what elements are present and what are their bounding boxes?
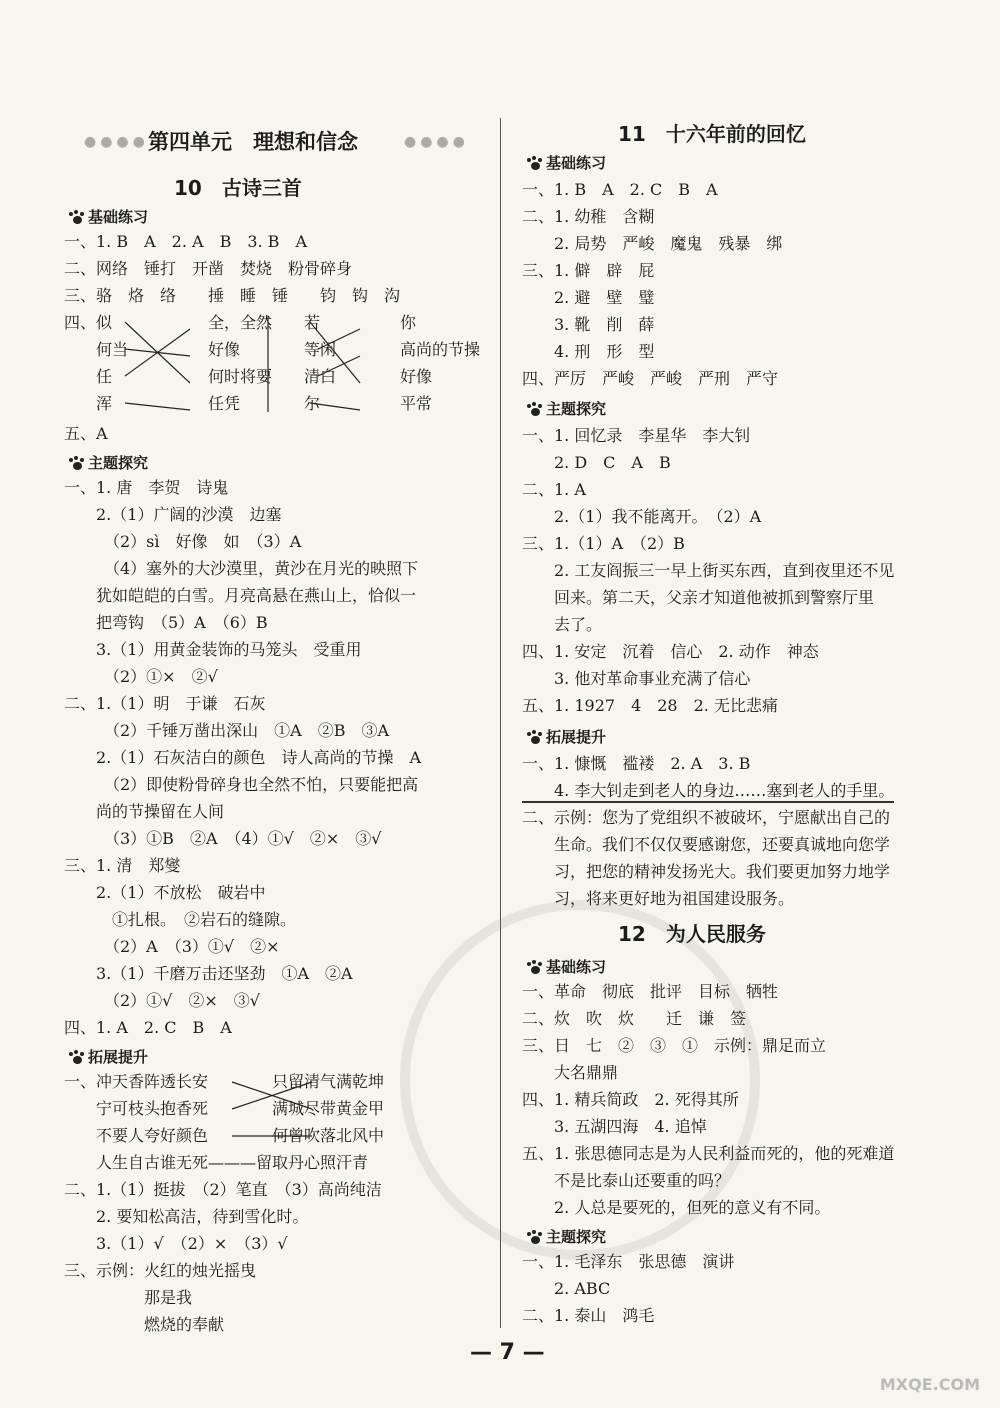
answer-line: 三、1.（1）A （2）B xyxy=(522,534,685,553)
answer-line: 五、1. 1927 4 28 2. 无比悲痛 xyxy=(522,696,778,715)
section-heading xyxy=(526,956,606,977)
paw-icon xyxy=(526,156,544,170)
answer-line: 四、1. 安定 沉着 信心 2. 动作 神态 xyxy=(522,642,819,661)
answer-line: （2）sì 好像 如 （3）A xyxy=(64,532,302,551)
paw-icon xyxy=(526,402,544,416)
answer-line: 任 何时将要 清白 好像 xyxy=(64,367,433,386)
answer-line: 习，把您的精神发扬光大。我们要更加努力地学 xyxy=(522,862,891,881)
section-heading xyxy=(526,152,606,173)
answer-line: 大名鼎鼎 xyxy=(522,1063,619,1082)
answer-line: ①扎根。 ②岩石的缝隙。 xyxy=(64,910,297,929)
answer-line: 四、1. 精兵简政 2. 死得其所 xyxy=(522,1090,739,1109)
answer-line: 人生自古谁无死———留取丹心照汗青 xyxy=(64,1153,369,1172)
answer-line: 3. 靴 削 薛 xyxy=(522,315,655,334)
answer-line: 一、1. 毛泽东 张思德 演讲 xyxy=(522,1252,735,1271)
paw-icon xyxy=(526,960,544,974)
answer-line: 宁可枝头抱香死 满城尽带黄金甲 xyxy=(64,1099,385,1118)
answer-line: 把弯钩 （5）A （6）B xyxy=(64,613,268,632)
answer-line: 一、冲天香阵透长安 只留清气满乾坤 xyxy=(64,1072,385,1091)
answer-line: 二、1. 泰山 鸿毛 xyxy=(522,1306,655,1325)
paw-icon xyxy=(526,1230,544,1244)
answer-line: 三、日 七 ② ③ ① 示例：鼎足而立 xyxy=(522,1036,827,1055)
answer-line: 一、1. 慷慨 褴褛 2. A 3. B xyxy=(522,754,751,773)
answer-line: 一、革命 彻底 批评 目标 牺牲 xyxy=(522,982,779,1001)
section-label: 基础练习 xyxy=(546,958,607,976)
answer-line: 2. D C A B xyxy=(522,453,671,472)
page-number: — 7 — xyxy=(470,1340,545,1365)
answer-line: 四、似 全，全然 若 你 xyxy=(64,313,417,332)
section-heading xyxy=(68,452,148,473)
answer-line: 2.（1）广阔的沙漠 边塞 xyxy=(64,505,282,524)
answer-line: 三、示例：火红的烛光摇曳 xyxy=(64,1261,257,1280)
section-label: 基础练习 xyxy=(88,208,149,226)
answer-line: 2. 人总是要死的，但死的意义有不同。 xyxy=(522,1198,831,1217)
answer-line: （2）即使粉骨碎身也全然不怕，只要能把高 xyxy=(64,775,419,794)
answer-line: 浑 任凭 尔 平常 xyxy=(64,394,433,413)
answer-line: 3. 他对革命事业充满了信心 xyxy=(522,669,751,688)
answer-line: 不要人夸好颜色 何曾吹落北风中 xyxy=(64,1126,385,1145)
watermark-brand: MXQE.COM xyxy=(879,1375,980,1394)
answer-line: 二、1.（1）明 于谦 石灰 xyxy=(64,694,266,713)
section-heading xyxy=(68,206,148,227)
answer-line: 四、严厉 严峻 严峻 严刑 严守 xyxy=(522,369,779,388)
answer-line: 燃烧的奉献 xyxy=(64,1315,225,1334)
answer-line: 五、A xyxy=(64,424,108,443)
section-label: 拓展提升 xyxy=(546,728,607,746)
section-heading xyxy=(68,1046,148,1067)
answer-line: 2. 避 壁 璧 xyxy=(522,288,655,307)
answer-line: 2. 要知松高洁，待到雪化时。 xyxy=(64,1207,309,1226)
answer-line: 4. 刑 形 型 xyxy=(522,342,655,361)
answer-line: 三、骆 烙 络 捶 睡 锤 钧 钩 沟 xyxy=(64,286,401,305)
answer-line: 生命。我们不仅仅要感谢您，还要真诚地向您学 xyxy=(522,835,891,854)
answer-line: 2. 工友阎振三一早上街买东西，直到夜里还不见 xyxy=(522,561,895,580)
paw-icon xyxy=(68,456,86,470)
section-label: 主题探究 xyxy=(88,454,149,472)
answer-line: 二、1.（1）挺拔 （2）笔直 （3）高尚纯洁 xyxy=(64,1180,382,1199)
answer-line: （2）A （3）①√ ②× xyxy=(64,937,280,956)
section-heading xyxy=(526,1226,606,1247)
answer-line: 四、1. A 2. C B A xyxy=(64,1018,232,1037)
section-heading xyxy=(526,398,606,419)
answer-line: 二、1. A xyxy=(522,480,586,499)
section-label: 基础练习 xyxy=(546,154,607,172)
answer-line: （2）①× ②√ xyxy=(64,667,218,686)
answer-line: 3.（1）千磨万击还坚劲 ①A ②A xyxy=(64,964,353,983)
paw-icon xyxy=(68,210,86,224)
answer-line: （2）①√ ②× ③√ xyxy=(64,991,260,1010)
answer-line: 三、1. 僻 辟 屁 xyxy=(522,261,655,280)
answer-line: 尚的节操留在人间 xyxy=(64,802,225,821)
answer-line: 3. 五湖四海 4. 追悼 xyxy=(522,1117,707,1136)
answer-line: 2. ABC xyxy=(522,1279,611,1298)
answer-line: 二、1. 幼稚 含糊 xyxy=(522,207,655,226)
title-dots-right: ●●●● xyxy=(404,134,469,150)
section-label: 主题探究 xyxy=(546,400,607,418)
paw-icon xyxy=(68,1050,86,1064)
answer-line: 三、1. 清 郑燮 xyxy=(64,856,181,875)
answer-line: 2. 局势 严峻 魔鬼 残暴 绑 xyxy=(522,234,783,253)
answer-line: 回来。第二天，父亲才知道他被抓到警察厅里 xyxy=(522,588,875,607)
lesson-title-10: 10 古诗三首 xyxy=(174,176,302,200)
answer-line: 那是我 xyxy=(64,1288,193,1307)
lesson-title-11: 11 十六年前的回忆 xyxy=(618,122,806,146)
paw-icon xyxy=(526,730,544,744)
answer-line: 2.（1）石灰洁白的颜色 诗人高尚的节操 A xyxy=(64,748,422,767)
answer-line: 4. 李大钊走到老人的身边……塞到老人的手里。 xyxy=(522,781,894,803)
answer-line: 2.（1）不放松 破岩中 xyxy=(64,883,266,902)
answer-line: 不是比泰山还要重的吗？ xyxy=(522,1171,731,1190)
answer-line: （4）塞外的大沙漠里，黄沙在月光的映照下 xyxy=(64,559,419,578)
answer-line: 一、1. B A 2. C B A xyxy=(522,180,718,199)
section-label: 主题探究 xyxy=(546,1228,607,1246)
section-heading xyxy=(526,726,606,747)
column-divider xyxy=(500,118,501,1328)
answer-line: 去了。 xyxy=(522,615,603,634)
lesson-title-12: 12 为人民服务 xyxy=(618,922,766,946)
answer-line: （3）①B ②A （4）①√ ②× ③√ xyxy=(64,829,382,848)
unit-title: 第四单元 理想和信念 xyxy=(148,130,358,154)
answer-line: 3.（1）用黄金装饰的马笼头 受重用 xyxy=(64,640,362,659)
title-dots-left: ●●●● xyxy=(84,134,149,150)
answer-line: 二、炊 吹 炊 迁 谦 签 xyxy=(522,1009,747,1028)
answer-line: 何当 好像 等闲 高尚的节操 xyxy=(64,340,481,359)
answer-line: 3.（1）√ （2）× （3）√ xyxy=(64,1234,288,1253)
answer-line: 2.（1）我不能离开。 （2）A xyxy=(522,507,762,526)
answer-line: 一、1. 回忆录 李星华 李大钊 xyxy=(522,426,751,445)
answer-line: 习，将来更好地为祖国建设服务。 xyxy=(522,889,795,908)
answer-line: 一、1. B A 2. A B 3. B A xyxy=(64,232,307,251)
answer-line: 二、网络 锤打 开凿 焚烧 粉骨碎身 xyxy=(64,259,353,278)
section-label: 拓展提升 xyxy=(88,1048,149,1066)
answer-line: 犹如皑皑的白雪。月亮高悬在燕山上，恰似一 xyxy=(64,586,417,605)
answer-line: 二、示例：您为了党组织不被破坏，宁愿献出自己的 xyxy=(522,808,891,827)
answer-line: 五、1. 张思德同志是为人民利益而死的，他的死难道 xyxy=(522,1144,895,1163)
answer-line: 一、1. 唐 李贺 诗鬼 xyxy=(64,478,229,497)
answer-line: （2）千锤万凿出深山 ①A ②B ③A xyxy=(64,721,390,740)
